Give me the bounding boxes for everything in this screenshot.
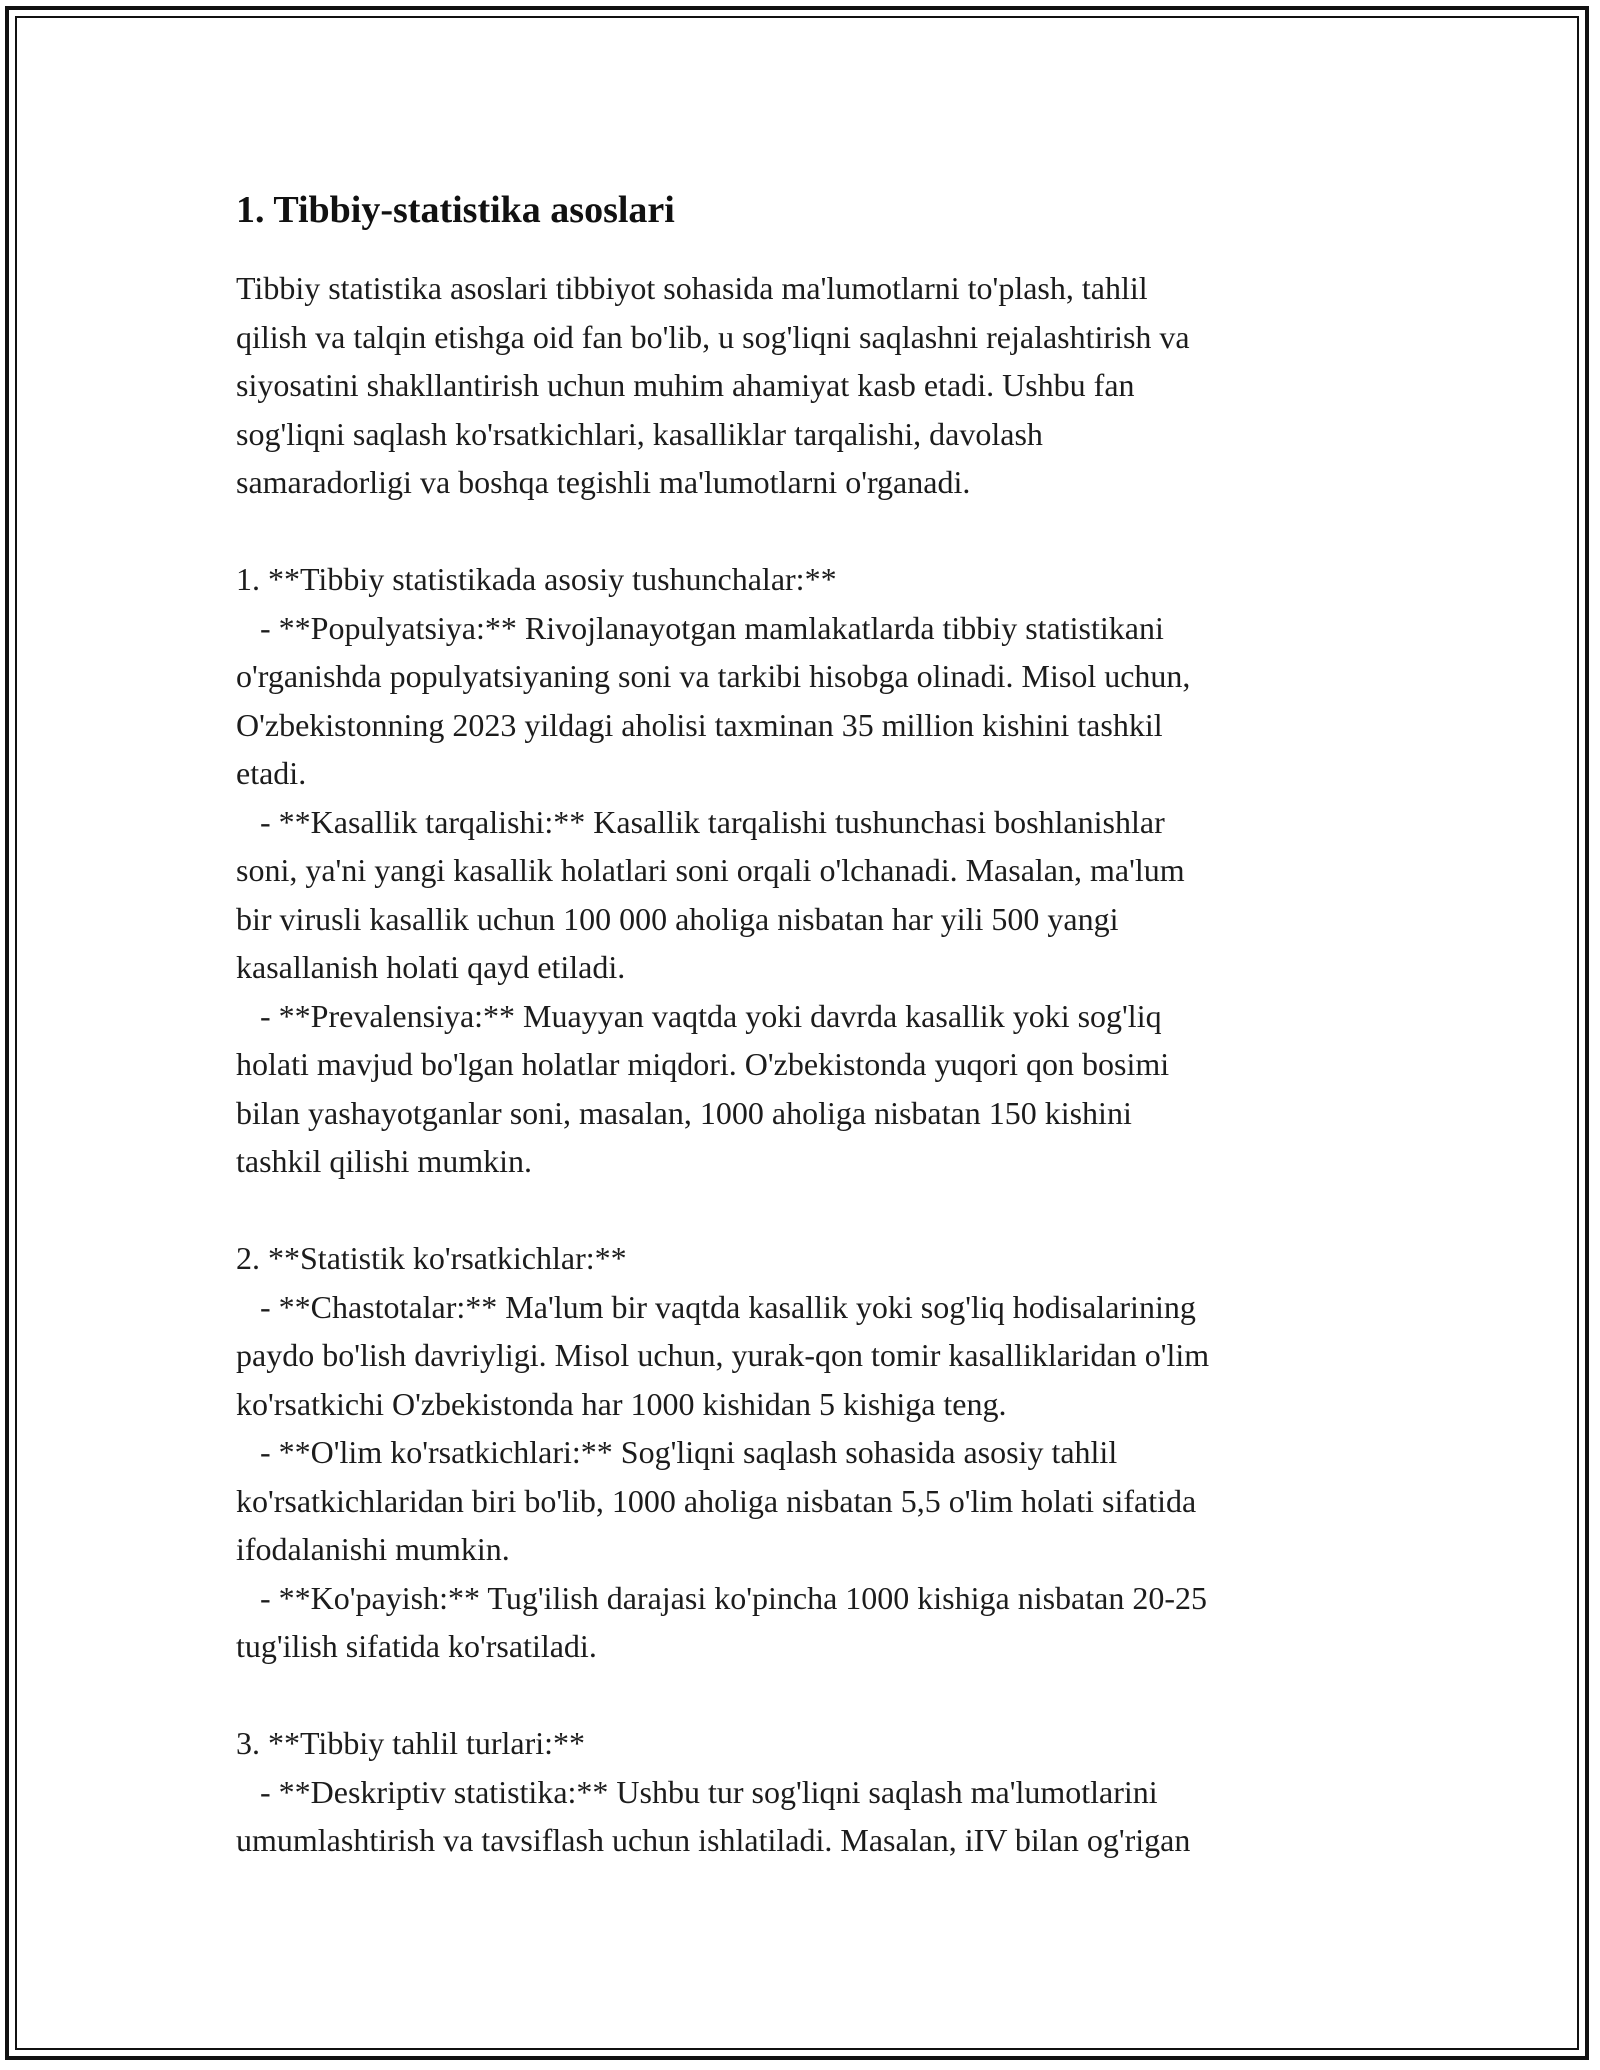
section-body-text: Tibbiy statistika asoslari tibbiyot sohasida ma'lumotlarni to'plash, tahlil qilish va talqin etishga oid fan bo'lib, u sog'liqni saqlashni rejalashtirish va siyosatini shakllantirish uchun muhim ahamiyat kasb etadi. Ushbu fan sog'liqni saqlash ko'rsatkichlari, kasalliklar tarqalishi, davolash samaradorligi va boshqa tegishli ma'lumotlarni o'rganadi. 1. **Tibbiy statistikada asosiy tushunchalar:** - **Populyatsiya:** Rivojlanayotgan mamlakatlarda tibbiy statistikani o'rganishda populyatsiyaning soni va tarkibi hisobga olinadi. Misol uchun, O'zbekistonning 2023 yildagi aholisi taxminan 35 million kishini tashkil etadi. - **Kasallik tarqalishi:** Kasallik tarqalishi tushunchasi boshlanishlar soni, ya'ni yangi kasallik holatlari soni orqali o'lchanadi. Masalan, ma'lum bir virusli kasallik uchun 100 000 aholiga nisbatan har yili 500 yangi kasallanish holati qayd etiladi. - **Prevalensiya:** Muayyan vaqtda yoki davrda kasallik yoki sog'liq holati mavjud bo'lgan holatlar miqdori. O'zbekistonda yuqori qon bosimi bilan yashayotganlar soni, masalan, 1000 aholiga nisbatan 150 kishini tashkil qilishi mumkin. 2. **Statistik ko'rsatkichlar:** - **Chastotalar:** Ma'lum bir vaqtda kasallik yoki sog'liq hodisalarining paydo bo'lish davriyligi. Misol uchun, yurak-qon tomir kasalliklaridan o'lim ko'rsatkichi O'zbekistonda har 1000 kishidan 5 kishiga teng. - **O'lim ko'rsatkichlari:** Sog'liqni saqlash sohasida asosiy tahlil ko'rsatkichlaridan biri bo'lib, 1000 aholiga nisbatan 5,5 o'lim holati sifatida ifodalanishi mumkin. - **Ko'payish:** Tug'ilish darajasi ko'pincha 1000 kishiga nisbatan 20-25 tug'ilish sifatida ko'rsatiladi. 3. **Tibbiy tahlil turlari:** - **Deskriptiv statistika:** Ushbu tur sog'liqni saqlash ma'lumotlarini umumlashtirish va tavsiflash uchun ishlatiladi. Masalan, iIV bilan og'rigan bbox=[236, 270, 1210, 1858]
section-heading: 1. Tibbiy-statistika asoslari bbox=[236, 189, 675, 231]
document-page bbox=[236, 186, 1376, 1865]
